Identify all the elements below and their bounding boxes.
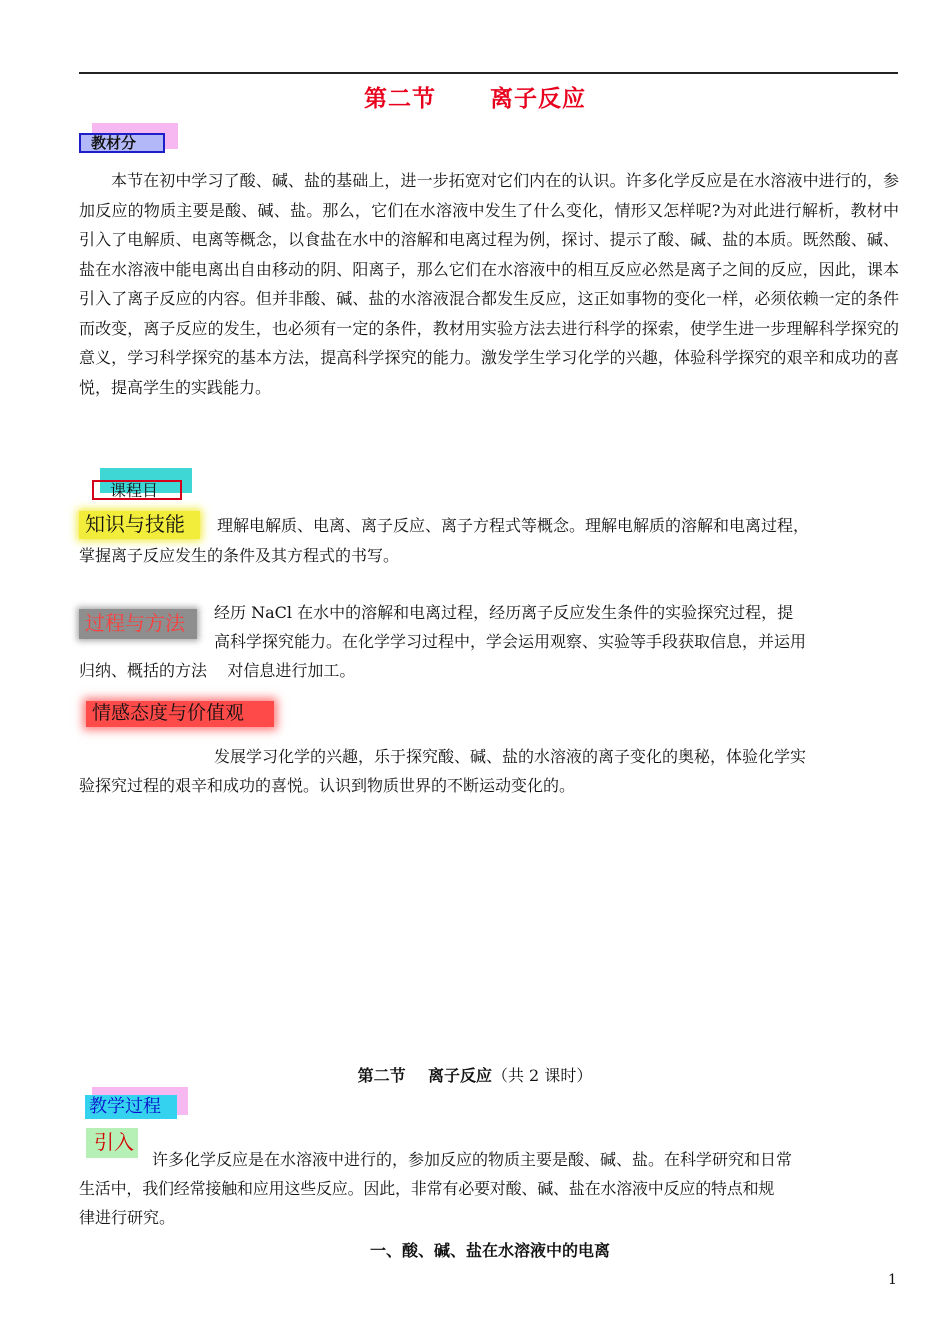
top-rule	[79, 72, 898, 74]
process-line-2: 高科学探究能力。在化学学习过程中，学会运用观察、实验等手段获取信息，并运用	[214, 632, 807, 651]
lesson-subtitle-main: 第二节 离子反应	[357, 1066, 492, 1085]
knowledge-line-1: 理解电解质、电离、离子反应、离子方程式等概念。理解电解质的溶解和电离过程，	[217, 516, 810, 535]
intro-line-3: 律进行研究。	[79, 1208, 176, 1227]
process-line-1: 经历 NaCl 在水中的溶解和电离过程，经历离子反应发生条件的实验探究过程，提	[214, 603, 794, 622]
emotion-line-2: 验探究过程的艰辛和成功的喜悦。认识到物质世界的不断运动变化的。	[79, 776, 576, 795]
lesson-subtitle-note: （共 2 课时）	[491, 1066, 593, 1085]
emotion-values-label: 情感态度与价值观	[86, 701, 274, 727]
intro-line-1: 许多化学反应是在水溶液中进行的，参加反应的物质主要是酸、碱、盐。在科学研究和日常	[152, 1150, 793, 1169]
teaching-process-label: 教学过程	[85, 1095, 177, 1119]
goals-label: 课程目	[92, 480, 182, 500]
page-number: 1	[888, 1272, 897, 1288]
intro-line-2: 生活中，我们经常接触和应用这些反应。因此，非常有必要对酸、碱、盐在水溶液中反应的特点和规	[79, 1179, 775, 1198]
analysis-label: 教材分	[79, 133, 165, 153]
lesson-subtitle	[0, 1063, 950, 1086]
page-title: 第二节 离子反应	[363, 86, 587, 112]
emotion-line-1: 发展学习化学的兴趣，乐于探究酸、碱、盐的水溶液的离子变化的奥秘，体验化学实	[214, 747, 807, 766]
analysis-paragraph	[79, 166, 899, 402]
process-line-3: 归纳、概括的方法 对信息进行加工。	[79, 661, 356, 680]
knowledge-line-2: 掌握离子反应发生的条件及其方程式的书写。	[79, 546, 400, 565]
process-method-label: 过程与方法	[79, 609, 197, 639]
intro-label: 引入	[86, 1128, 138, 1158]
section-heading-1: 一、酸、碱、盐在水溶液中的电离	[369, 1241, 610, 1260]
knowledge-skills-label: 知识与技能	[79, 511, 200, 539]
analysis-text: 本节在初中学习了酸、碱、盐的基础上，进一步拓宽对它们内在的认识。许多化学反应是在水溶液中进行的，参加反应的物质主要是酸、碱、盐。那么，它们在水溶液中发生了什么变化，情形又怎样呢?为对此进行解析，教材中引入了电解质、电离等概念，以食盐在水中的溶解和电离过程为例，探讨、提示了酸、碱、盐的本质。既然酸、碱、盐在水溶液中能电离出自由移动的阴、阳离子，那么它们在水溶液中的相互反应必然是离子之间的反应，因此，课本引入了离子反应的内容。但并非酸、碱、盐的水溶液混合都发生反应，这正如事物的变化一样，必须依赖一定的条件而改变，离子反应的发生，也必须有一定的条件，教材用实验方法去进行科学的探索，使学生进一步理解科学探究的意义，学习科学探究的基本方法，提高科学探究的能力。激发学生学习化学的兴趣，体验科学探究的艰辛和成功的喜悦，提高学生的实践能力。	[79, 171, 899, 397]
